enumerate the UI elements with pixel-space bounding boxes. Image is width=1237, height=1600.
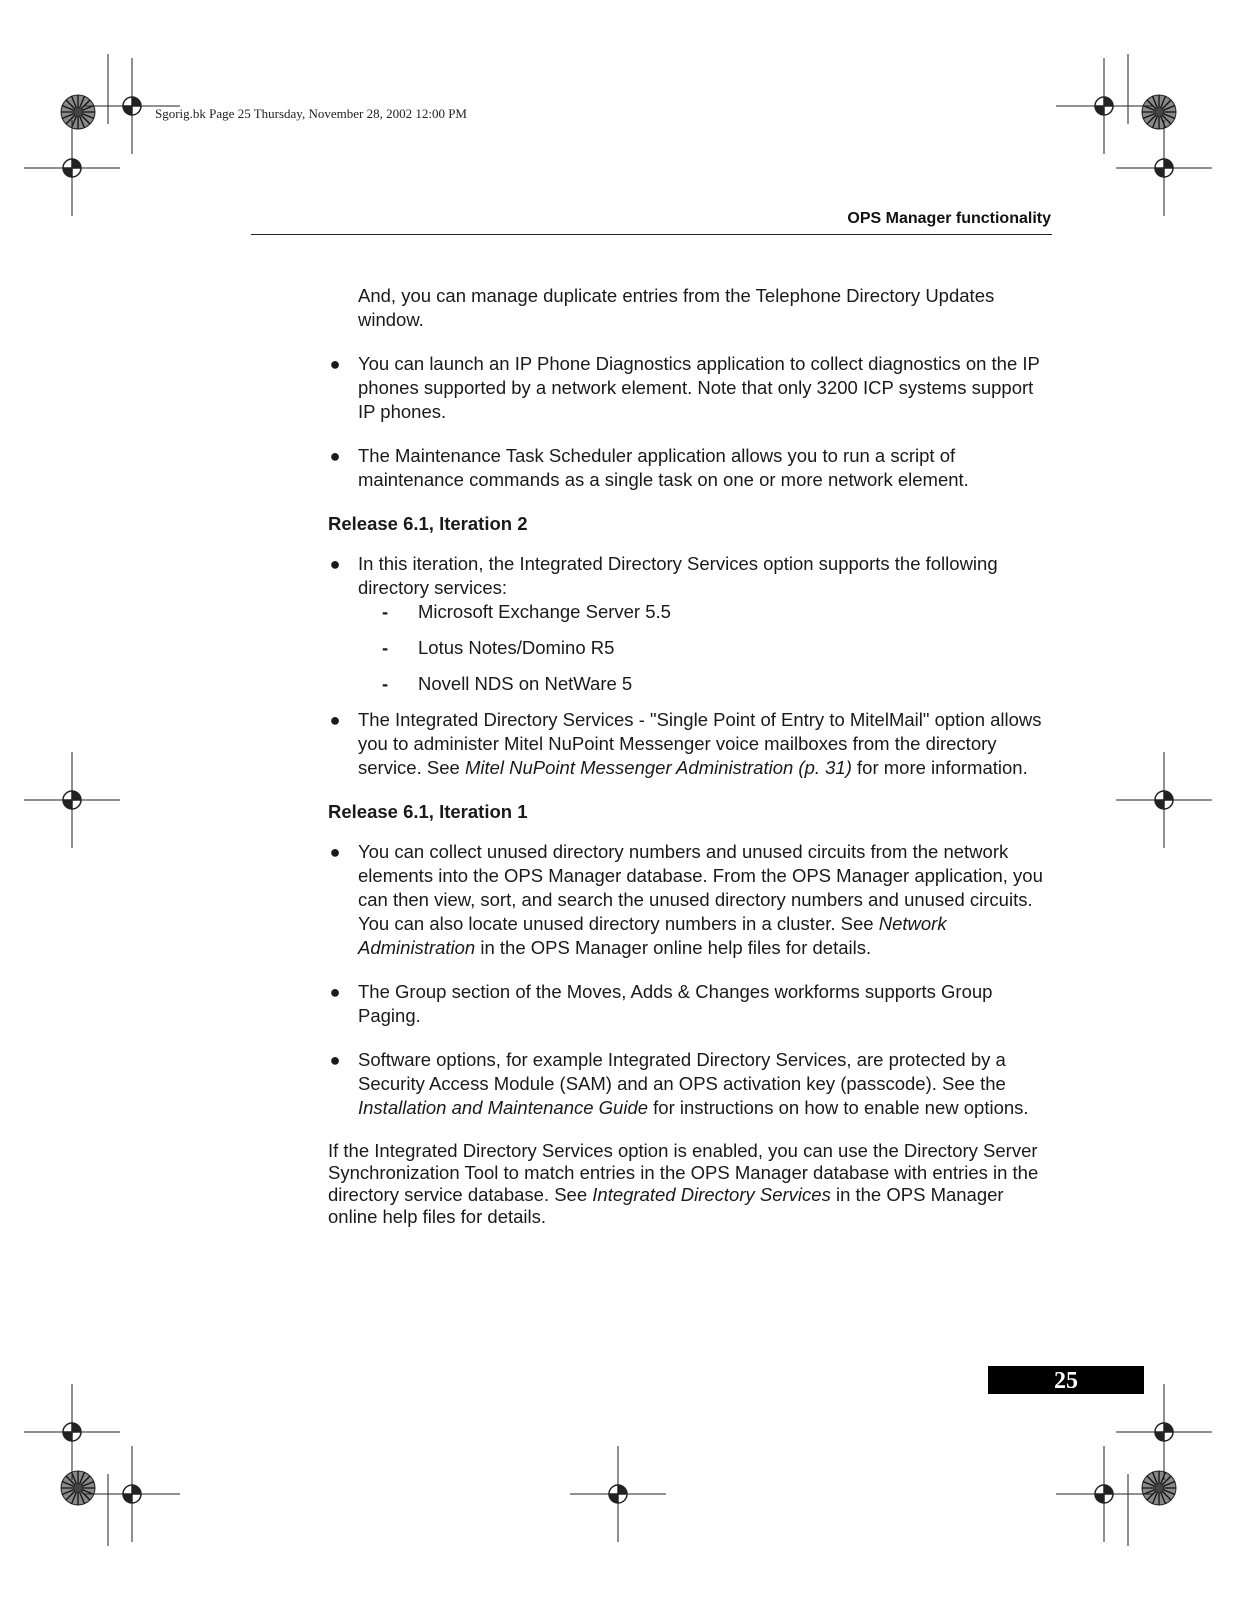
paragraph-text: If the Integrated Directory Services option is enabled, you can use the Directory Server Synchronization Tool to match entries in the OPS Manager database with entries in the directory service database. See: [328, 1140, 1039, 1205]
paragraph-text: in the OPS Manager online help files for details.: [328, 1184, 1004, 1227]
list-item-text: The Integrated Directory Services - "Single Point of Entry to MitelMail" option allows you to administer Mitel NuPoint Messenger voice mailboxes from the directory service. See: [358, 709, 1042, 778]
list-item: [328, 352, 1052, 424]
print-slug: Sgorig.bk Page 25 Thursday, November 28, 2002 12:00 PM: [155, 106, 467, 121]
bullet-list-top: [328, 352, 1052, 492]
list-item-text: in the OPS Manager online help files for details.: [475, 937, 872, 958]
page-number: 25: [1054, 1368, 1078, 1394]
list-item: [328, 708, 1052, 780]
dash-icon: -: [382, 601, 389, 622]
directory-services-list: [328, 600, 1052, 696]
list-item: [328, 444, 1052, 492]
bullet-dot-icon: ●: [329, 710, 341, 730]
bullet-dot-icon: ●: [329, 842, 341, 862]
intro-continuation: And, you can manage duplicate entries from the Telephone Directory Updates window.: [358, 285, 995, 330]
list-item: [328, 636, 1052, 660]
list-item-text: In this iteration, the Integrated Directory Services option supports the following directory services:: [358, 553, 998, 598]
bullet-list-iteration-1: [328, 840, 1052, 1120]
page-number-tab: [988, 1366, 1144, 1394]
italic-reference: Installation and Maintenance Guide: [358, 1097, 649, 1118]
list-item-text: Microsoft Exchange Server 5.5: [418, 601, 671, 622]
bullet-dot-icon: ●: [329, 982, 341, 1002]
closing-paragraph: [328, 1140, 1052, 1228]
list-item-text: for more information.: [851, 757, 1028, 778]
italic-reference: Network Administration: [358, 913, 947, 958]
list-item-text: You can collect unused directory numbers and unused circuits from the network elements into the OPS Manager database. From the OPS Manager application, you can then view, sort, and search the unused directory numbers and unused circuits. You can also locate unused directory numbers in a cluster. See: [358, 841, 1043, 934]
list-item: [328, 552, 1052, 696]
list-item-text: Novell NDS on NetWare 5: [418, 673, 633, 694]
bullet-dot-icon: ●: [329, 554, 341, 574]
section-heading-iteration-1: Release 6.1, Iteration 1: [328, 801, 528, 822]
bullet-dot-icon: ●: [329, 1050, 341, 1070]
section-heading-iteration-2: Release 6.1, Iteration 2: [328, 513, 528, 534]
cross-reference-link[interactable]: Mitel NuPoint Messenger Administration (p. 31): [464, 757, 852, 778]
list-item: [328, 840, 1052, 960]
list-item-text: Software options, for example Integrated Directory Services, are protected by a Security Access Module (SAM) and an OPS activation key (passcode). See the: [358, 1049, 1006, 1094]
list-item: [328, 672, 1052, 696]
bullet-dot-icon: ●: [329, 446, 341, 466]
dash-icon: -: [382, 637, 389, 658]
list-item-text: Lotus Notes/Domino R5: [418, 637, 615, 658]
header-rule: [251, 234, 1052, 235]
list-item-text: for instructions on how to enable new options.: [648, 1097, 1029, 1118]
italic-reference: Integrated Directory Services: [592, 1184, 831, 1205]
bullet-list-iteration-2: [328, 552, 1052, 780]
list-item-text: The Maintenance Task Scheduler application allows you to run a script of maintenance commands as a single task on one or more network element.: [358, 445, 969, 490]
list-item: [328, 980, 1052, 1028]
list-item: [328, 600, 1052, 624]
bullet-dot-icon: ●: [329, 354, 341, 374]
running-header-title: OPS Manager functionality: [847, 210, 1051, 227]
page-body: [328, 284, 1052, 1228]
list-item: [328, 1048, 1052, 1120]
list-item-text: You can launch an IP Phone Diagnostics application to collect diagnostics on the IP phones supported by a network element. Note that only 3200 ICP systems support IP phones.: [358, 353, 1040, 422]
dash-icon: -: [382, 673, 389, 694]
list-item-text: The Group section of the Moves, Adds & Changes workforms supports Group Paging.: [358, 981, 993, 1026]
